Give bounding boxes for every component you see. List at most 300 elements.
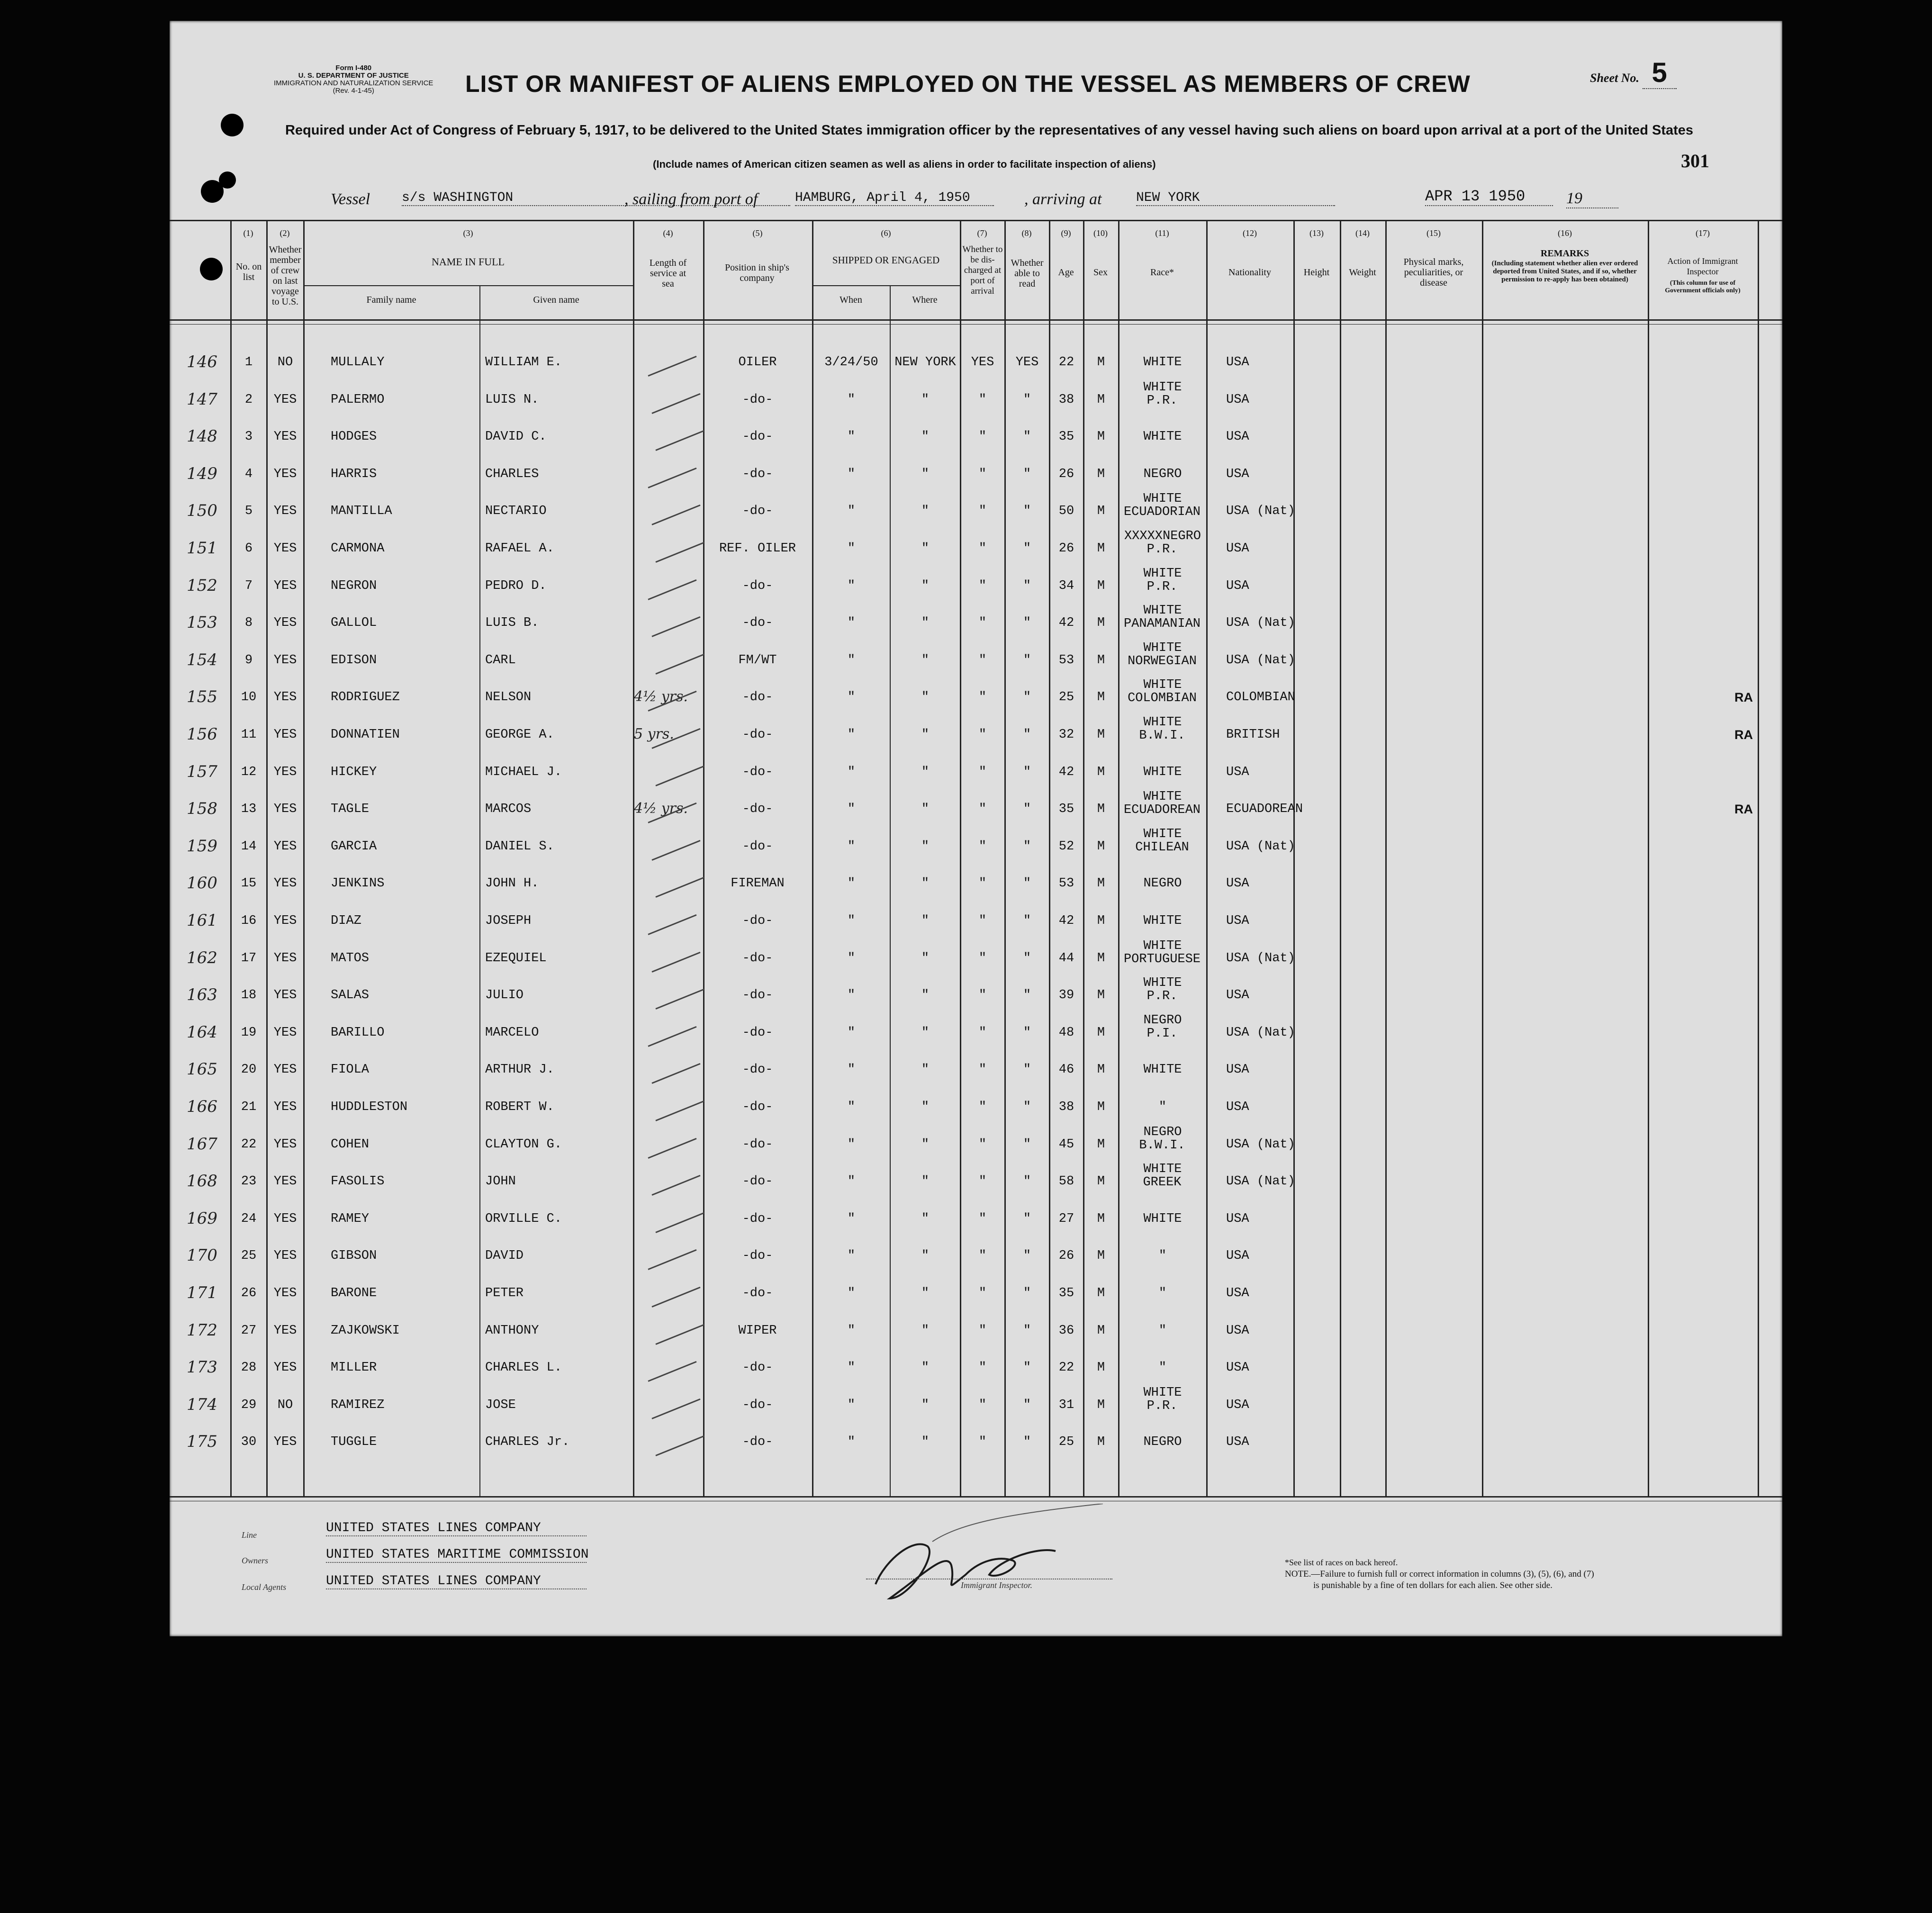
table-row [170,604,1782,645]
able-to-read-value: " [1023,765,1031,779]
race-value: WHITE [1143,1063,1182,1077]
family-name: FIOLA [331,1063,370,1077]
sequence-number: 168 [187,1172,217,1191]
shipped-where: " [921,1361,930,1375]
given-name: DAVID [485,1249,524,1263]
tally-check-mark [655,766,704,786]
position-value: -do- [742,616,773,630]
tally-check-mark [655,1101,704,1121]
discharged-value: " [978,765,987,779]
discharged-value: " [978,876,987,891]
race-value: WHITE [1143,715,1182,730]
position-value: REF. OILER [719,541,796,556]
given-name: NELSON [485,690,532,704]
nationality-value: BRITISH [1226,728,1280,742]
shipped-where: " [921,876,930,891]
family-name: MANTILLA [331,504,392,518]
tally-check-mark [655,989,704,1010]
shipped-where: " [921,541,930,556]
nationality-value: USA [1226,1435,1249,1449]
last-voyage-value: YES [273,1249,297,1263]
sequence-number: 167 [187,1135,217,1154]
shipped-where: " [921,728,930,742]
position-value: FM/WT [738,653,777,668]
position-value: -do- [742,1137,773,1152]
age-value: 35 [1058,802,1074,816]
able-to-read-value: " [1023,1100,1031,1114]
row-number: 25 [241,1249,257,1263]
column-17-number: (17) [1696,228,1710,238]
penalty-note-continued: is punishable by a fine of ten dollars for each alien. See other side. [1313,1580,1553,1590]
last-voyage-value: YES [273,1026,297,1040]
column-16-number: (16) [1558,228,1572,238]
able-to-read-value: " [1023,1249,1031,1263]
nationality-value: USA [1226,1100,1249,1114]
discharged-value: " [978,728,987,742]
race-value: WHITE [1143,492,1182,506]
nationality-value: USA [1226,914,1249,928]
discharged-value: " [978,839,987,854]
row-number: 2 [244,393,253,407]
form-revision: (Rev. 4-1-45) [333,87,374,95]
sex-value: M [1097,579,1105,593]
tally-check-mark [651,1175,700,1196]
nationality-value: USA (Nat) [1226,504,1295,518]
table-row [170,1279,1782,1316]
given-name: MICHAEL J. [485,765,562,779]
nationality-value: USA [1226,430,1249,444]
sequence-number: 170 [187,1246,217,1265]
table-header-border [170,319,1782,321]
age-value: 44 [1058,951,1074,966]
able-to-read-value: " [1023,690,1031,704]
row-number: 13 [241,802,257,816]
position-value: -do- [742,1398,773,1412]
race-value: NEGRO [1143,467,1182,481]
able-to-read-value: " [1023,579,1031,593]
given-name: JOSEPH [485,914,532,928]
given-name: JULIO [485,988,524,1002]
discharged-value: " [978,1324,987,1338]
row-number: 15 [241,876,257,891]
shipped-where: " [921,1398,930,1412]
row-number: 7 [244,579,253,593]
race-value: WHITE [1143,355,1182,370]
able-to-read-value: " [1023,541,1031,556]
sex-value: M [1097,690,1105,704]
shipped-when: " [847,876,856,891]
sheet-number [1590,57,1677,89]
discharged-value: " [978,616,987,630]
column-header-height: Height [1303,267,1330,278]
row-number: 24 [241,1212,257,1226]
last-voyage-value: YES [273,839,297,854]
agents-label: Local Agents [242,1582,287,1592]
sailing-port: HAMBURG, April 4, 1950 [795,190,994,206]
sequence-number: 171 [187,1283,217,1302]
table-row [170,790,1782,831]
table-row [170,678,1782,720]
table-row [170,827,1782,869]
shipped-where: " [921,802,930,816]
required-statement: Required under Act of Congress of February 5, 1917, to be delivered to the United States immigration officer by the representatives of any vessel having such aliens on board upon arrival at a port of the United States [285,123,1694,138]
race-detail-value: P.R. [1147,580,1178,594]
sequence-number: 174 [187,1395,217,1414]
row-number: 8 [244,616,253,630]
family-name: TAGLE [331,802,370,816]
given-name: WILLIAM E. [485,355,562,370]
column-3-number: (3) [463,228,473,238]
position-value: -do- [742,393,773,407]
row-number: 14 [241,839,257,854]
length-of-service-value: 5 yrs. [634,726,674,742]
table-row [170,758,1782,794]
age-value: 25 [1058,1435,1074,1449]
column-13-number: (13) [1309,228,1324,238]
race-value: WHITE [1143,430,1182,444]
age-value: 42 [1058,914,1074,928]
table-row [170,869,1782,906]
last-voyage-value: YES [273,1212,297,1226]
sex-value: M [1097,355,1105,370]
race-value: WHITE [1143,765,1182,779]
column-header-where: Where [912,295,938,305]
shipped-when: " [847,1286,856,1300]
last-voyage-value: YES [273,1063,297,1077]
sequence-number: 160 [187,874,217,893]
given-name: CHARLES Jr. [485,1435,570,1449]
race-value: NEGRO [1143,1125,1182,1139]
race-detail-value: PANAMANIAN [1123,617,1201,631]
tally-check-mark [651,505,700,525]
row-number: 4 [244,467,253,481]
age-value: 25 [1058,690,1074,704]
able-to-read-value: " [1023,1361,1031,1375]
row-number: 6 [244,541,253,556]
given-name: CHARLES [485,467,539,481]
sheet-value: 5 [1643,57,1677,89]
family-name: SALAS [331,988,370,1002]
column-1-number: (1) [243,228,253,238]
age-value: 45 [1058,1137,1074,1152]
sex-value: M [1097,1174,1105,1189]
family-name: TUGGLE [331,1435,377,1449]
shipped-where: " [921,914,930,928]
row-number: 26 [241,1286,257,1300]
nationality-value: USA [1226,876,1249,891]
nationality-value: USA (Nat) [1226,616,1295,630]
sex-value: M [1097,765,1105,779]
race-value: WHITE [1143,567,1182,581]
given-name: NECTARIO [485,504,547,518]
able-to-read-value: " [1023,728,1031,742]
shipped-where: " [921,1435,930,1449]
sequence-number: 156 [187,725,217,744]
able-to-read-value: " [1023,988,1031,1002]
able-to-read-value: " [1023,430,1031,444]
shipped-when: " [847,1174,856,1189]
tally-check-mark [655,654,704,675]
shipped-where: " [921,653,930,668]
table-row [170,380,1782,422]
age-value: 38 [1058,393,1074,407]
given-name: DANIEL S. [485,839,554,854]
race-value: NEGRO [1143,1013,1182,1028]
position-value: -do- [742,1174,773,1189]
column-header-inspector-action: Action of Immigrant Inspector [1667,256,1738,276]
position-value: -do- [742,802,773,816]
tally-check-mark [651,1287,700,1308]
family-name: JENKINS [331,876,385,891]
shipped-where: " [921,504,930,518]
family-name: DONNATIEN [331,728,400,742]
given-name: LUIS B. [485,616,539,630]
able-to-read-value: " [1023,951,1031,966]
race-value: NEGRO [1143,876,1182,891]
discharged-value: " [978,1286,987,1300]
year-label: 19 [1566,189,1618,208]
position-value: -do- [742,1212,773,1226]
position-value: -do- [742,1249,773,1263]
nationality-value: USA (Nat) [1226,653,1295,668]
family-name: NEGRON [331,579,377,593]
nationality-value: ECUADOREAN [1226,802,1303,816]
given-name: ARTHUR J. [485,1063,554,1077]
row-number: 5 [244,504,253,518]
column-11-number: (11) [1155,228,1169,238]
last-voyage-value: YES [273,914,297,928]
family-name: EDISON [331,653,377,668]
nationality-value: USA [1226,1324,1249,1338]
table-header-border [170,324,1782,325]
column-header-when: When [840,295,862,305]
age-value: 53 [1058,653,1074,668]
table-row [170,976,1782,1018]
given-name: DAVID C. [485,430,547,444]
position-value: FIREMAN [731,876,785,891]
tally-check-mark [651,1399,700,1419]
family-name: GALLOL [331,616,377,630]
age-value: 26 [1058,467,1074,481]
row-number: 30 [241,1435,257,1449]
race-detail-value: ECUADOREAN [1123,803,1201,817]
sex-value: M [1097,653,1105,668]
family-name: DIAZ [331,914,361,928]
shipped-when: " [847,690,856,704]
discharged-value: " [978,393,987,407]
race-value: WHITE [1143,678,1182,692]
tally-check-mark [648,468,696,488]
column-4-number: (4) [663,228,673,238]
column-14-number: (14) [1355,228,1370,238]
row-number: 23 [241,1174,257,1189]
last-voyage-value: YES [273,616,297,630]
inspector-action-value: RA [1734,802,1753,816]
sex-value: M [1097,504,1105,518]
discharged-value: " [978,504,987,518]
sequence-number: 175 [187,1432,217,1451]
last-voyage-value: YES [273,579,297,593]
shipped-when: " [847,430,856,444]
shipped-where: " [921,951,930,966]
age-value: 26 [1058,1249,1074,1263]
tally-check-mark [655,1435,704,1456]
vessel-label: Vessel [331,190,370,208]
column-header-remarks: REMARKS [1540,248,1589,259]
age-value: 26 [1058,541,1074,556]
sequence-number: 158 [187,799,217,818]
column-header-discharged: Whether to be dis-charged at port of arrival [962,244,1003,296]
sex-value: M [1097,728,1105,742]
last-voyage-value: NO [277,355,293,370]
row-number: 1 [244,355,253,370]
sequence-number: 155 [187,687,217,706]
sequence-number: 173 [187,1358,217,1377]
nationality-value: USA [1226,1398,1249,1412]
nationality-value: USA (Nat) [1226,839,1295,854]
sex-value: M [1097,802,1105,816]
position-value: WIPER [738,1324,777,1338]
given-name: MARCOS [485,802,532,816]
age-value: 53 [1058,876,1074,891]
sex-value: M [1097,1137,1105,1152]
shipped-where: " [921,765,930,779]
column-header-family-name: Family name [366,295,416,305]
position-value: -do- [742,1026,773,1040]
race-value: WHITE [1143,604,1182,618]
age-value: 38 [1058,1100,1074,1114]
last-voyage-value: YES [273,1286,297,1300]
shipped-where: " [921,1174,930,1189]
discharged-value: " [978,988,987,1002]
sex-value: M [1097,1249,1105,1263]
age-value: 52 [1058,839,1074,854]
column-header-able-to-read: Whether able to read [1011,258,1044,289]
race-detail-value: P.R. [1147,542,1178,557]
length-of-service-value: 4½ yrs. [634,800,688,817]
sex-value: M [1097,393,1105,407]
shipped-where: " [921,690,930,704]
races-note: *See list of races on back hereof. [1285,1558,1398,1567]
last-voyage-value: YES [273,1100,297,1114]
age-value: 58 [1058,1174,1074,1189]
table-row [170,1204,1782,1241]
last-voyage-value: YES [273,1324,297,1338]
table-row [170,1162,1782,1204]
penalty-note: NOTE.—Failure to furnish full or correct information in columns (3), (5), (6), and (7) [1285,1569,1594,1579]
shipped-when: " [847,1361,856,1375]
given-name: MARCELO [485,1026,539,1040]
discharged-value: " [978,1435,987,1449]
sequence-number: 164 [187,1023,217,1042]
table-row [170,1125,1782,1167]
form-identity [274,64,433,95]
shipped-when: " [847,1398,856,1412]
row-number: 16 [241,914,257,928]
position-value: -do- [742,1435,773,1449]
given-name: JOSE [485,1398,516,1412]
punch-hole [200,258,223,280]
sequence-number: 149 [187,464,217,483]
sex-value: M [1097,914,1105,928]
race-value: WHITE [1143,1212,1182,1226]
column-header-weight: Weight [1349,267,1376,278]
position-value: -do- [742,728,773,742]
shipped-when: " [847,504,856,518]
inspector-action-value: RA [1734,690,1753,704]
race-detail-value: B.W.I. [1139,1138,1185,1153]
position-value: OILER [738,355,777,370]
last-voyage-value: YES [273,430,297,444]
nationality-value: COLOMBIAN [1226,690,1295,704]
position-value: -do- [742,467,773,481]
column-header-nationality: Nationality [1228,267,1271,278]
family-name: MILLER [331,1361,377,1375]
sex-value: M [1097,988,1105,1002]
table-top-border [170,220,1782,221]
column-15-number: (15) [1426,228,1441,238]
family-name: BARILLO [331,1026,385,1040]
shipped-when: " [847,1063,856,1077]
position-value: -do- [742,690,773,704]
discharged-value: " [978,541,987,556]
column-6-number: (6) [881,228,891,238]
sex-value: M [1097,1324,1105,1338]
position-value: -do- [742,430,773,444]
nationality-value: USA [1226,355,1249,370]
discharged-value: " [978,653,987,668]
table-bottom-border [170,1496,1782,1498]
nationality-value: USA [1226,393,1249,407]
race-detail-value: P.I. [1147,1027,1178,1041]
race-value: WHITE [1143,380,1182,395]
sex-value: M [1097,1026,1105,1040]
shipped-when: " [847,467,856,481]
nationality-value: USA [1226,1063,1249,1077]
shipped-where: " [921,1100,930,1114]
age-value: 31 [1058,1398,1074,1412]
age-value: 22 [1058,355,1074,370]
last-voyage-value: YES [273,653,297,668]
subheader-line [303,285,633,286]
table-row [170,1241,1782,1278]
shipped-where: " [921,430,930,444]
able-to-read-value: " [1023,1435,1031,1449]
last-voyage-value: NO [277,1398,293,1412]
sequence-number: 166 [187,1097,217,1116]
able-to-read-value: " [1023,914,1031,928]
sequence-number: 154 [187,650,217,669]
table-row [170,1353,1782,1390]
family-name: GARCIA [331,839,377,854]
last-voyage-value: YES [273,690,297,704]
age-value: 39 [1058,988,1074,1002]
family-name: BARONE [331,1286,377,1300]
sailing-label: , sailing from port of [624,190,758,208]
discharged-value: " [978,579,987,593]
table-row [170,1013,1782,1055]
sex-value: M [1097,1100,1105,1114]
arriving-port: NEW YORK [1136,190,1335,206]
column-header-physical-marks: Physical marks, peculiarities, or disease [1403,257,1464,288]
nationality-value: USA (Nat) [1226,1026,1295,1040]
given-name: GEORGE A. [485,728,554,742]
family-name: MULLALY [331,355,385,370]
inspector-action-value: RA [1734,728,1753,742]
shipped-where: " [921,1249,930,1263]
column-7-number: (7) [977,228,987,238]
age-value: 50 [1058,504,1074,518]
